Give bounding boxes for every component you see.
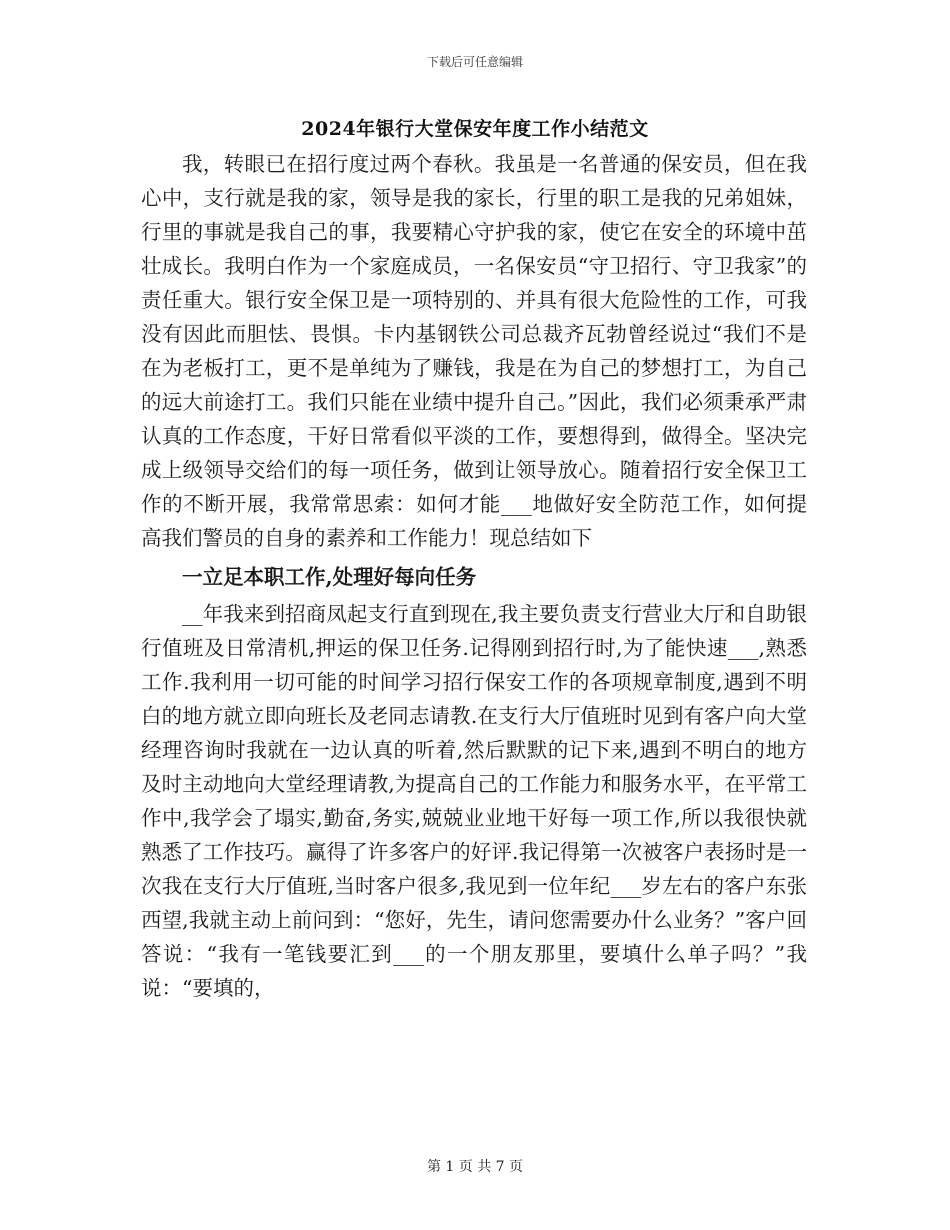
page-header-note: 下载后可任意编辑 xyxy=(426,55,523,69)
document-title: 2024年银行大堂保安年度工作小结范文 xyxy=(301,118,649,140)
page-number: 第 1 页 共 7 页 xyxy=(426,1159,524,1175)
document-body xyxy=(141,147,807,1005)
paragraph-section-1: __年我来到招商凤起支行直到现在,我主要负责支行营业大厅和自助银行值班及日常清机,押运的保卫任务.记得刚到招行时,为了能快速___,熟悉工作.我利用一切可能的时间学习招行保安工作的各项规章制度,遇到不明白的地方就立即向班长及老同志请教.在支行大厅值班时见到有客户向大堂经理咨询时我就在一边认真的听着,然后默默的记下来,遇到不明白的地方及时主动地向大堂经理请教,为提高自己的工作能力和服务水平，在平常工作中,我学会了塌实,勤奋,务实,兢兢业业地干好每一项工作,所以我很快就熟悉了工作技巧。赢得了许多客户的好评.我记得第一次被客户表扬时是一次我在支行大厅值班,当时客户很多,我见到一位年纪___岁左右的客户东张西望,我就主动上前问到：“您好，先生，请问您需要办什么业务？”客户回答说：“我有一笔钱要汇到___的一个朋友那里，要填什么单子吗？”我说：“要填的， xyxy=(141,602,807,1000)
paragraph-intro: 我，转眼已在招行度过两个春秋。我虽是一名普通的保安员，但在我心中，支行就是我的家，领导是我的家长，行里的职工是我的兄弟姐妹，行里的事就是我自己的事，我要精心守护我的家，使它在安全的环境中茁壮成长。我明白作为一个家庭成员，一名保安员“守卫招行、守卫我家”的责任重大。银行安全保卫是一项特别的、并具有很大危险性的工作，可我没有因此而胆怯、畏惧。卡内基钢铁公司总裁齐瓦勃曾经说过“我们不是在为老板打工，更不是单纯为了赚钱，我是在为自己的梦想打工，为自己的远大前途打工。我们只能在业绩中提升自己。”因此，我们必须秉承严肃认真的工作态度，干好日常看似平淡的工作，要想得到，做得全。坚决完成上级领导交给们的每一项任务，做到让领导放心。随着招行安全保卫工作的不断开展，我常常思索：如何才能___地做好安全防范工作，如何提高我们警员的自身的素养和工作能力！现总结如下 xyxy=(141,152,807,550)
section-heading: 一立足本职工作,处理好每向任务 xyxy=(182,565,477,589)
